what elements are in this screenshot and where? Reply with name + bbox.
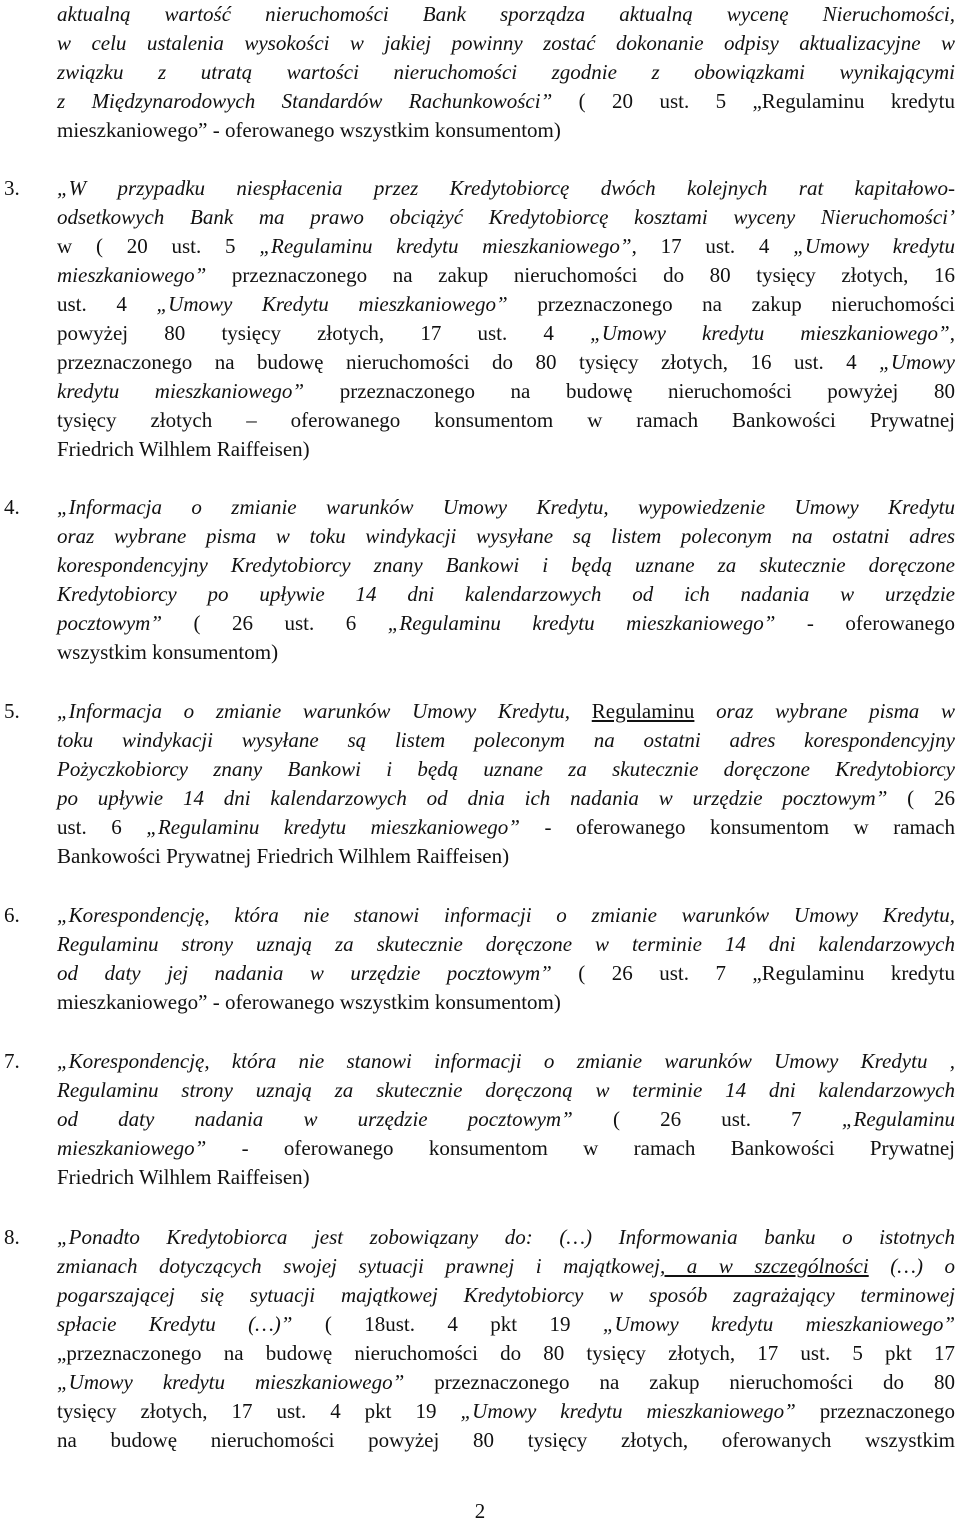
item-8-line-1: „Ponadto Kredytobiorca jest zobowiązany do: (…) Informowania banku o istotnych [57,1225,955,1249]
item-3-line-4a: mieszkaniowego” [57,263,207,287]
item-4-line-1: „Informacja o zmianie warunków Umowy Kredytu, wypowiedzenie Umowy Kredytu [57,495,955,519]
item-8-line-2c: (…) o [868,1254,955,1278]
item-text [57,1223,955,1455]
item-5-line-6: Bankowości Prywatnej Friedrich Wilhlem Raiffeisen) [57,844,510,868]
item-7-line-3b: ( 26 ust. 7 [572,1107,842,1131]
item-number: 3. [4,176,20,200]
item-4-line-6: wszystkim konsumentom) [57,640,279,664]
item-4-line-5d: - oferowanego [775,611,956,635]
item-text [57,174,955,464]
item-4-line-4: Kredytobiorcy po upływie 14 dni kalendarzowych od ich nadania w urzędzie [57,582,955,606]
item-3-line-3c: , 17 ust. 4 [631,234,794,258]
item-4-line-5c: „Regulaminu kredytu mieszkaniowego” [387,611,776,635]
item-6-line-3a: od daty jej nadania w urzędzie pocztowym” [57,961,552,985]
item-3-line-2: odsetkowych Bank ma prawo obciążyć Kredytobiorcę kosztami wyceny Nieruchomości’ [57,205,955,229]
item-3-line-8b: przeznaczonego na budowę nieruchomości powyżej 80 [304,379,955,403]
item-7-line-2: Regulaminu strony uznają za skutecznie doręczoną w terminie 14 dni kalendarzowych [57,1078,955,1102]
item-3-line-6c: , [949,321,955,345]
intro-line-3: związku z utratą wartości nieruchomości zgodnie z obowiązkami wynikającymi [57,60,955,84]
item-8-line-6a: „Umowy kredytu mieszkaniowego” [57,1370,405,1394]
item-3-line-1: „W przypadku niespłacenia przez Kredytobiorcę dwóch kolejnych rat kapitałowo- [57,176,955,200]
intro-line-5: mieszkaniowego” - oferowanego wszystkim konsumentom) [57,118,561,142]
item-6-line-3b: ( 26 ust. 7 „Regulaminu kredytu [551,961,956,985]
item-8-line-7c: przeznaczonego [795,1399,955,1423]
item-text [57,697,955,871]
item-6-line-1: „Korespondencję, która nie stanowi informacji o zmianie warunków Umowy Kredytu, [57,903,955,927]
page-number: 2 [474,1499,486,1523]
item-8-line-8: na budowę nieruchomości powyżej 80 tysięcy złotych, oferowanych wszystkim [57,1428,955,1452]
item-5-line-5b: „Regulaminu kredytu mieszkaniowego” [146,815,520,839]
item-3-line-6a: powyżej 80 tysięcy złotych, 17 ust. 4 [57,321,591,345]
item-3-line-3b: „Regulaminu kredytu mieszkaniowego” [259,234,632,258]
item-3-line-7a: przeznaczonego na budowę nieruchomości do 80 tysięcy złotych, 16 ust. 4 [57,350,880,374]
item-8-line-3: pogarszającej się sytuacji majątkowej Kredytobiorcy w sposób zagrażający terminowej [57,1283,955,1307]
item-3-line-5b: „Umowy Kredytu mieszkaniowego” [156,292,508,316]
item-8-line-6b: przeznaczonego na zakup nieruchomości do 80 [404,1370,955,1394]
item-3-line-8a: kredytu mieszkaniowego” [57,379,305,403]
item-6-line-4: mieszkaniowego” - oferowanego wszystkim konsumentom) [57,990,561,1014]
item-5-line-2: toku windykacji wysyłane są listem poleconym na ostatni adres korespondencyjny [57,728,955,752]
item-4-line-2: oraz wybrane pisma w toku windykacji wysyłane są listem poleconym na ostatni adres [57,524,955,548]
item-4-line-5b: ( 26 ust. 6 [162,611,388,635]
item-text [57,1047,955,1192]
item-5-line-4b: ( 26 [887,786,955,810]
item-5-line-3: Pożyczkobiorcy znany Bankowi i będą uznane za skutecznie doręczone Kredytobiorcy [57,757,955,781]
item-8-line-2b: , a w szczególności [659,1254,869,1278]
item-7-line-3c: „Regulaminu [841,1107,955,1131]
intro-line-4-ref: ( 20 ust. 5 „Regulaminu kredytu [552,89,956,113]
item-5-line-4a: po upływie 14 dni kalendarzowych od dnia ich nadania w urzędzie pocztowym” [57,786,888,810]
intro-paragraph [57,0,955,145]
item-7-line-5: Friedrich Wilhlem Raiffeisen) [57,1165,310,1189]
item-number: 5. [4,699,20,723]
item-3-line-4b: przeznaczonego na zakup nieruchomości do 80 tysięcy złotych, 16 [206,263,955,287]
item-8-line-7b: „Umowy kredytu mieszkaniowego” [460,1399,796,1423]
item-8-line-5: „przeznaczonego na budowę nieruchomości do 80 tysięcy złotych, 17 ust. 5 pkt 17 [57,1341,955,1365]
item-7-line-3a: od daty nadania w urzędzie pocztowym” [57,1107,573,1131]
item-5-line-1a: „Informacja o zmianie warunków Umowy Kredytu, [57,699,592,723]
item-5-line-5c: - oferowanego konsumentom w ramach [519,815,956,839]
intro-line-2: w celu ustalenia wysokości w jakiej powinny zostać dokonanie odpisy aktualizacyjne w [57,31,955,55]
item-5-line-1c: oraz wybrane pisma w [694,699,955,723]
item-3-line-9: tysięcy złotych – oferowanego konsumentom w ramach Bankowości Prywatnej [57,408,955,432]
item-3-line-10: Friedrich Wilhlem Raiffeisen) [57,437,310,461]
item-8-line-4c: „Umowy kredytu mieszkaniowego” [602,1312,955,1336]
item-5-line-1b: Regulaminu [591,699,695,723]
intro-line-1: aktualną wartość nieruchomości Bank sporządza aktualną wycenę Nieruchomości, [57,2,955,26]
item-4-line-5a: pocztowym” [57,611,162,635]
item-3-line-7b: „Umowy [879,350,955,374]
item-3-line-5c: przeznaczonego na zakup nieruchomości [507,292,955,316]
item-7-line-1: „Korespondencję, która nie stanowi informacji o zmianie warunków Umowy Kredytu , [57,1049,955,1073]
item-text [57,901,955,1017]
item-7-line-4a: mieszkaniowego” [57,1136,207,1160]
item-number: 6. [4,903,20,927]
item-7-line-4b: - oferowanego konsumentom w ramach Bankowości Prywatnej [206,1136,955,1160]
item-4-line-3: korespondencyjny Kredytobiorcy znany Bankowi i będą uznane za skutecznie doręczone [57,553,955,577]
item-6-line-2: Regulaminu strony uznają za skutecznie doręczone w terminie 14 dni kalendarzowych [57,932,955,956]
item-number: 7. [4,1049,20,1073]
item-3-line-6b: „Umowy kredytu mieszkaniowego” [590,321,950,345]
item-8-line-2a: zmianach dotyczących swojej sytuacji prawnej i majątkowej [57,1254,660,1278]
item-3-line-5a: ust. 4 [57,292,157,316]
intro-line-4: z Międzynarodowych Standardów Rachunkowości” [57,89,553,113]
item-3-line-3a: w ( 20 ust. 5 [57,234,260,258]
item-5-line-5a: ust. 6 [57,815,147,839]
item-8-line-4a: spłacie Kredytu (…)” [57,1312,293,1336]
item-text [57,493,955,667]
item-number: 8. [4,1225,20,1249]
item-8-line-7a: tysięcy złotych, 17 ust. 4 pkt 19 [57,1399,461,1423]
item-8-line-4b: ( 18ust. 4 pkt 19 [292,1312,603,1336]
item-number: 4. [4,495,20,519]
item-3-line-3d: „Umowy kredytu [793,234,955,258]
